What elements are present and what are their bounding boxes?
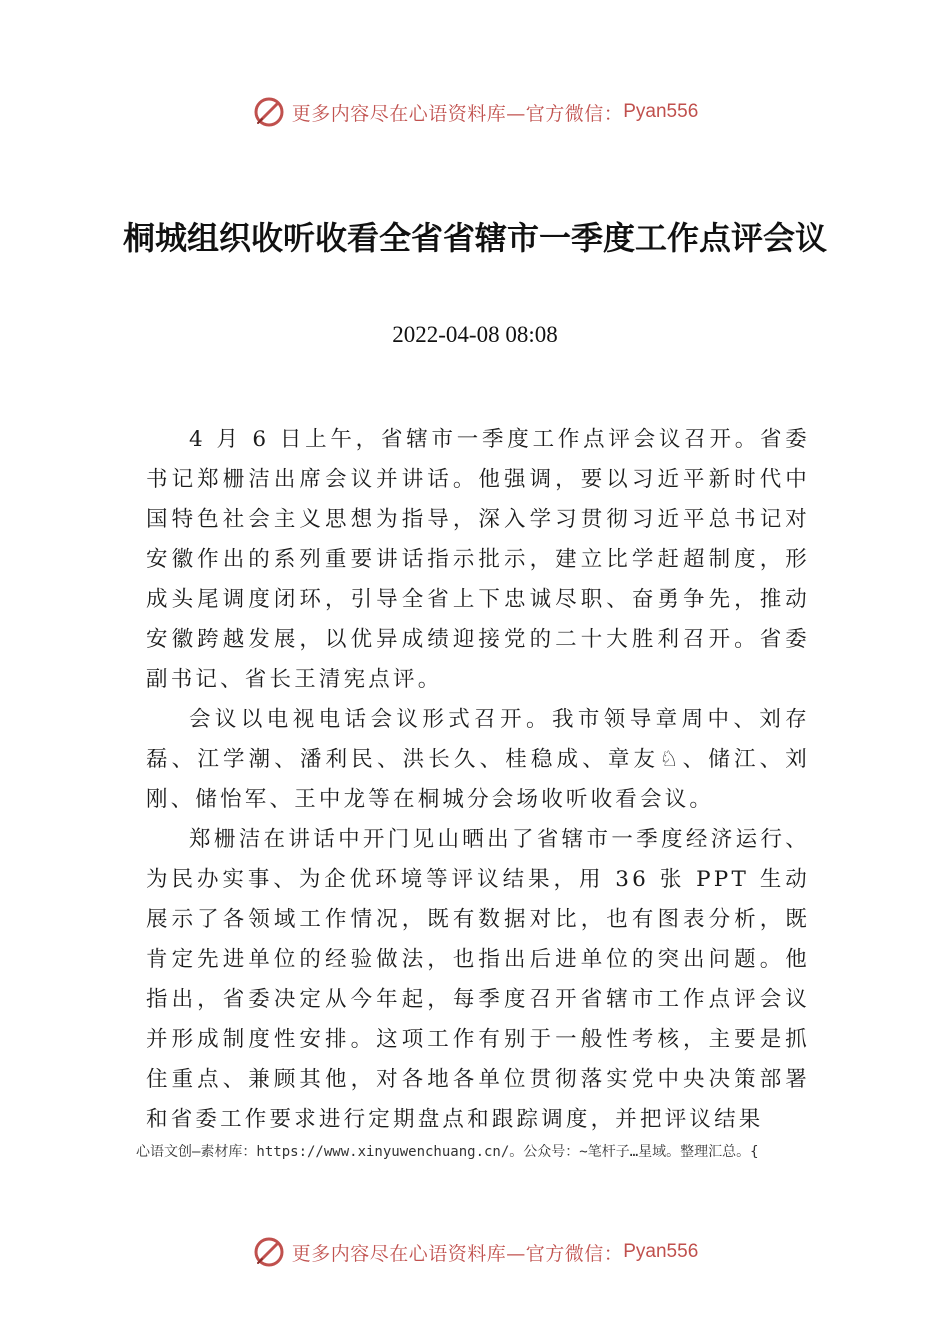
watermark-banner-top — [0, 92, 950, 132]
article-body — [146, 420, 810, 1140]
article-title: 桐城组织收听收看全省省辖市一季度工作点评会议 — [122, 219, 827, 257]
footer-note: 心语文创—素材库：https://www.xinyuwenchuang.cn/。公众号：~笔杆子…星域。整理汇总。{ — [136, 1144, 759, 1160]
pen-circle-logo-icon — [252, 95, 286, 129]
paragraph: 4 月 6 日上午，省辖市一季度工作点评会议召开。省委书记郑栅洁出席会议并讲话。他强调，要以习近平新时代中国特色社会主义思想为指导，深入学习贯彻习近平总书记对安徽作出的系列重要讲话指示批示，建立比学赶超制度，形成头尾调度闭环，引导全省上下忠诚尽职、奋勇争先，推动安徽跨越发展，以优异成绩迎接党的二十大胜利召开。省委副书记、省长王清宪点评。 — [146, 427, 810, 692]
wechat-id: Pyan556 — [623, 101, 699, 122]
watermark-banner-bottom — [0, 1232, 950, 1272]
publish-datetime: 2022-04-08 08:08 — [392, 322, 558, 347]
watermark-text: 更多内容尽在心语资料库—官方微信： — [291, 102, 624, 125]
paragraph: 会议以电视电话会议形式召开。我市领导章周中、刘存磊、江学潮、潘利民、洪长久、桂稳成、章友♘、储江、刘刚、储怡军、王中龙等在桐城分会场收听收看会议。 — [146, 707, 810, 812]
watermark-text: 更多内容尽在心语资料库—官方微信： — [291, 1242, 624, 1265]
wechat-id: Pyan556 — [623, 1241, 699, 1262]
pen-circle-logo-icon — [252, 1235, 286, 1269]
paragraph: 郑栅洁在讲话中开门见山晒出了省辖市一季度经济运行、为民办实事、为企优环境等评议结果，用 36 张 PPT 生动展示了各领域工作情况，既有数据对比，也有图表分析，既肯定先进单位的经验做法，也指出后进单位的突出问题。他指出，省委决定从今年起，每季度召开省辖市工作点评会议并形成制度性安排。这项工作有别于一般性考核，主要是抓住重点、兼顾其他，对各地各单位贯彻落实党中央决策部署和省委工作要求进行定期盘点和跟踪调度，并把评议结果 — [146, 827, 810, 1132]
